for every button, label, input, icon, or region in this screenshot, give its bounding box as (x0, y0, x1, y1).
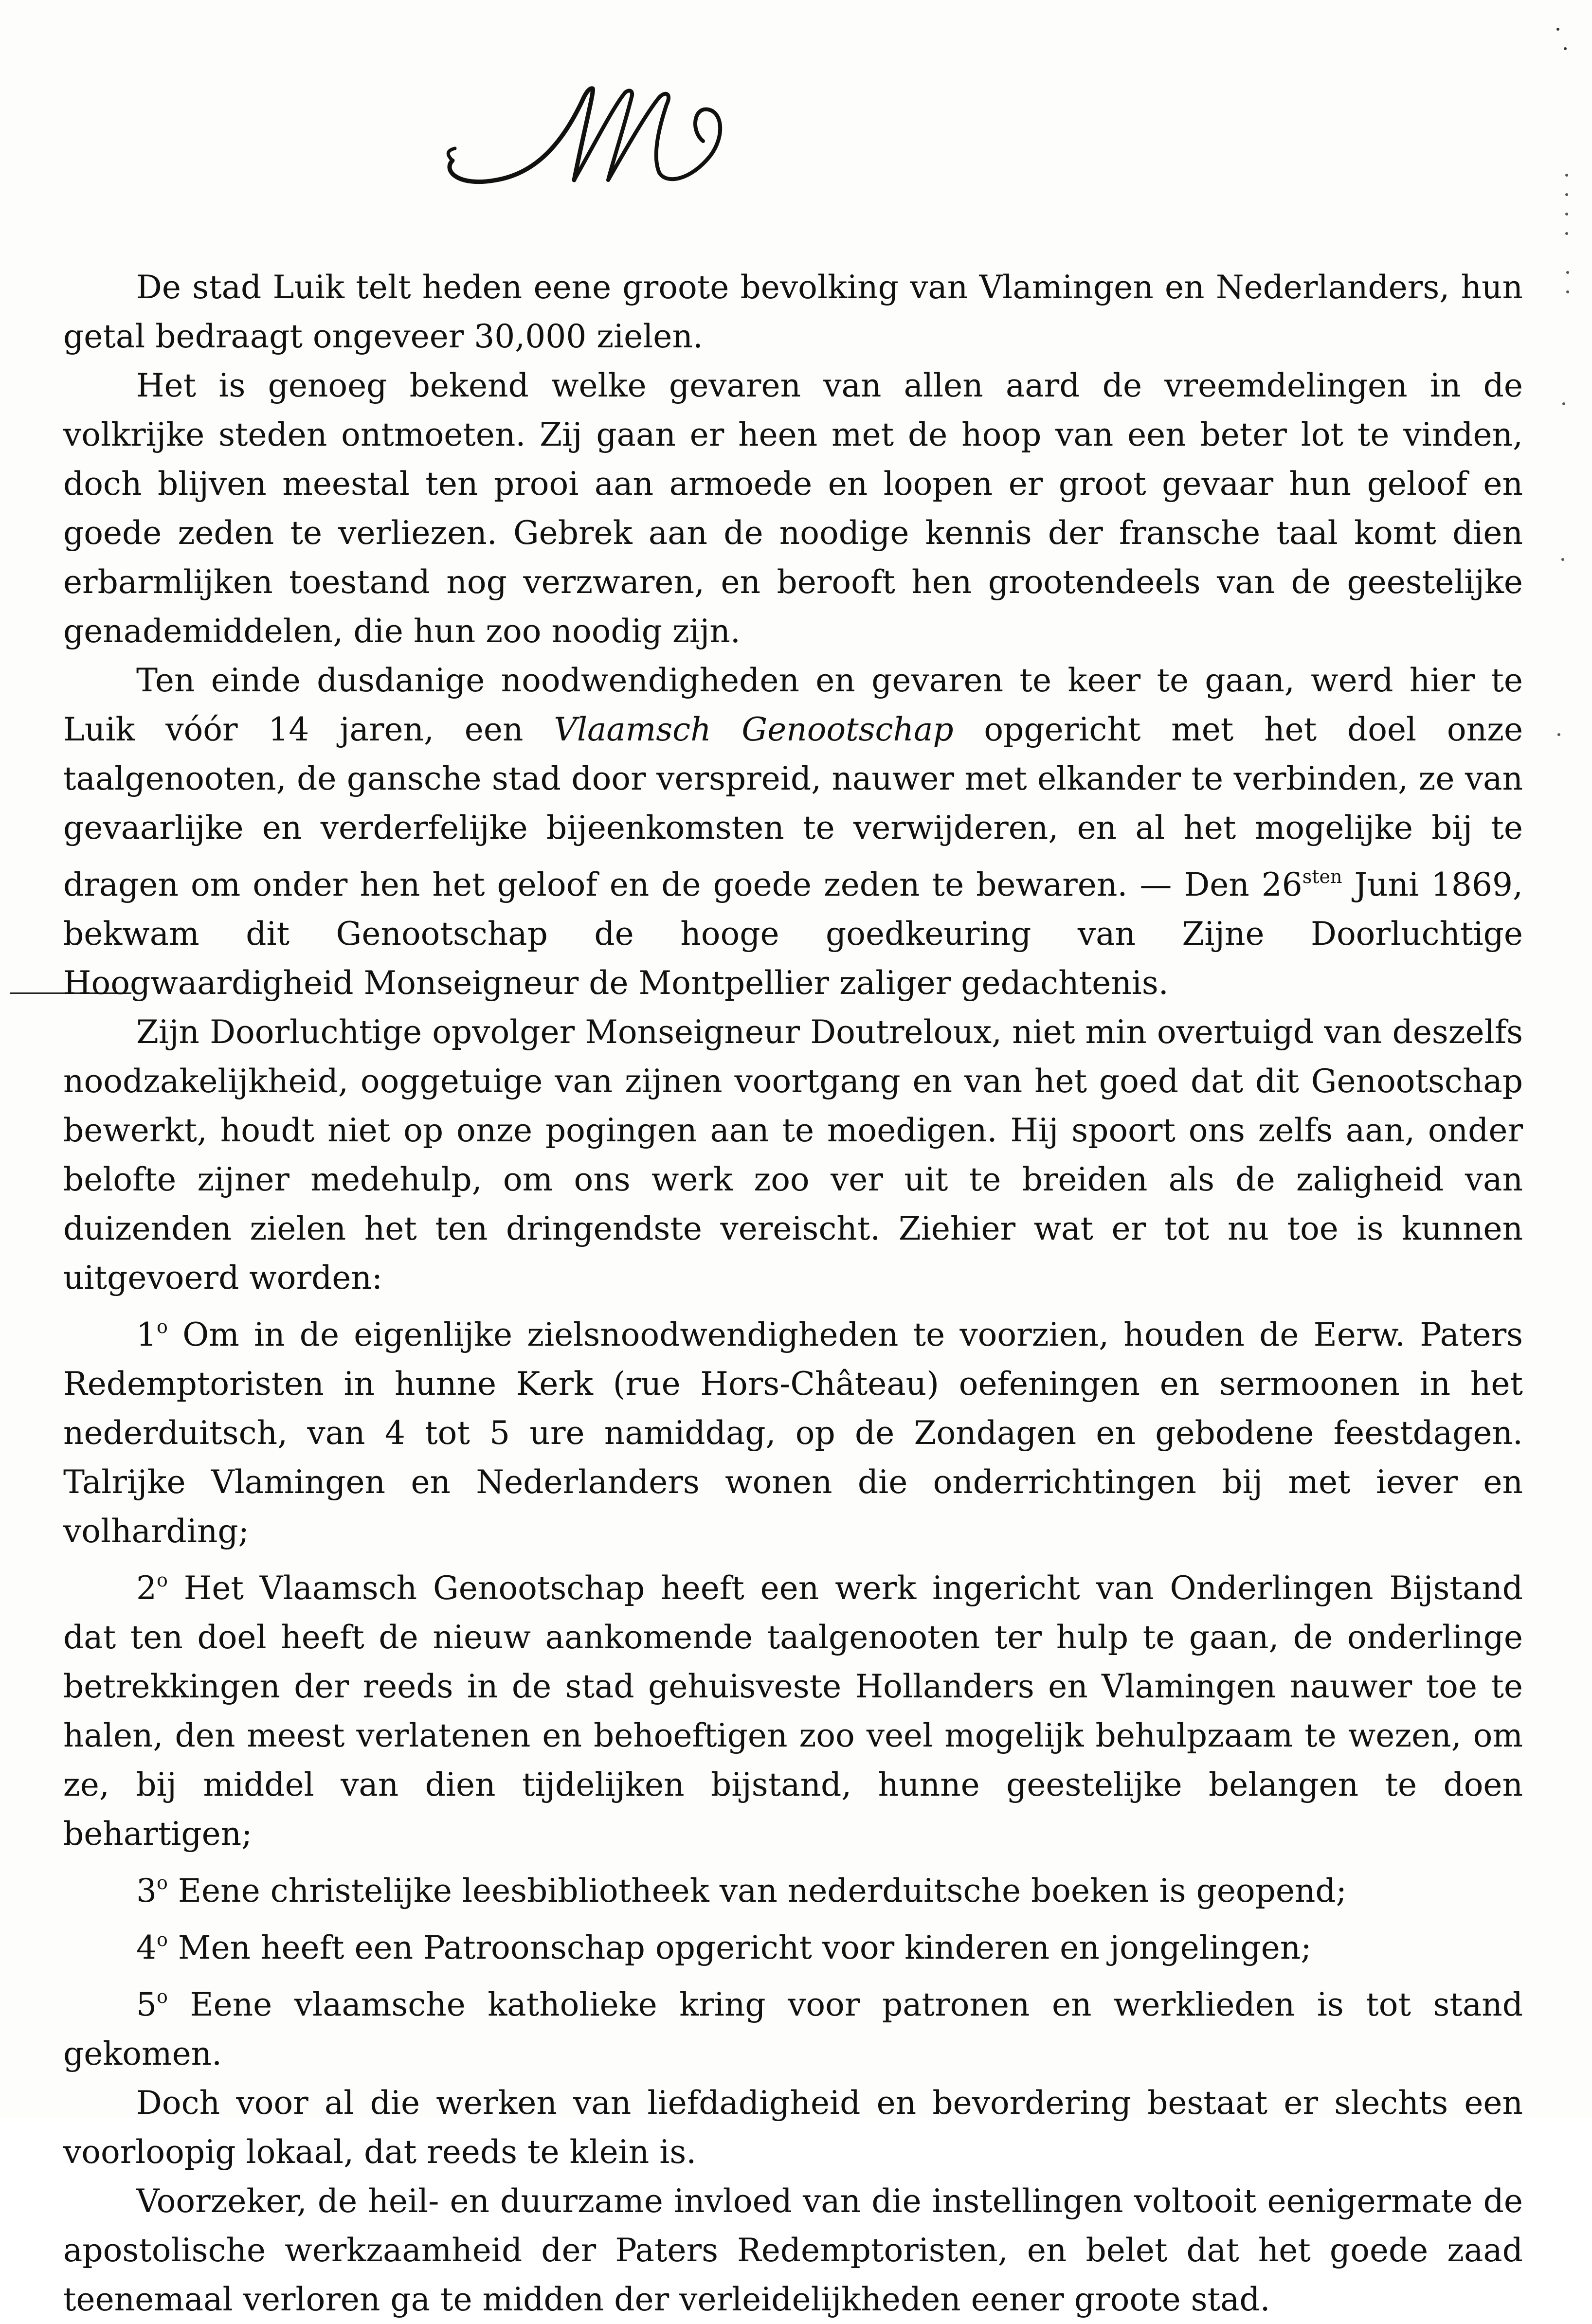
paragraph-p10 (63, 2078, 1523, 2177)
text-segment: 1 (136, 1316, 157, 1353)
text-segment: o (157, 1986, 168, 2007)
text-segment: 5 (136, 1986, 157, 2023)
paragraph-p8 (63, 1915, 1523, 1972)
text-segment: 2 (136, 1569, 157, 1607)
margin-specks (1553, 19, 1573, 749)
text-segment: Juni 1869, bekwam dit Genootschap de hooge goedkeuring van Zijne Doorluchtige Hoogwaardigheid Monseigneur de Montpellier zaliger gedachtenis. (63, 866, 1523, 1002)
text-segment: Eene vlaamsche katholieke kring voor patronen en werklieden is tot stand gekomen. (63, 1986, 1523, 2072)
handwritten-m-icon (438, 58, 740, 204)
paragraph-p2 (63, 361, 1523, 656)
text-segment: o (157, 1316, 168, 1337)
text-segment: De stad Luik telt heden eene groote bevolking van Vlamingen en Nederlanders, hun getal bedraagt ongeveer 30,000 zielen. (63, 269, 1523, 355)
text-segment: opgericht met het doel onze taalgenooten, de gansche stad door verspreid, nauwer met elkander te verbinden, ze van gevaarlijke en verderfelijke bijeenkomsten te verwijderen, en al het mogelijke bij te dragen om onder hen het geloof en de goede zeden te bewaren. — Den 26 (63, 711, 1523, 903)
paragraph-p5 (63, 1302, 1523, 1556)
salutation-monogram (438, 58, 740, 204)
text-segment: Om in de eigenlijke zielsnoodwendigheden te voorzien, houden de Eerw. Paters Redemptoristen in hunne Kerk (rue Hors-Château) oefeningen en sermoonen in het nederduitsch, van 4 tot 5 ure namiddag, op de Zondagen en gebodene feestdagen. Talrijke Vlamingen en Nederlanders wonen die onderrichtingen bij met iever en volharding; (63, 1316, 1523, 1550)
text-segment: Het Vlaamsch Genootschap heeft een werk ingericht van Onderlingen Bijstand dat ten doel heeft de nieuw aankomende taalgenooten ter hulp te gaan, de onderlinge betrekkingen der reeds in de stad gehuisveste Hollanders en Vlamingen nauwer toe te halen, den meest verlatenen en behoeftigen zoo veel mogelijk behulpzaam te wezen, om ze, bij middel van dien tijdelijken bijstand, hunne geestelijke belangen te doen behartigen; (63, 1569, 1523, 1853)
text-segment: 3 (136, 1872, 157, 1910)
paragraph-p11 (63, 2177, 1523, 2324)
text-segment: 4 (136, 1929, 157, 1966)
text-segment: Vlaamsch Genootschap (554, 711, 954, 748)
paragraph-p3 (63, 656, 1523, 1008)
letter-body (63, 263, 1523, 2324)
text-segment: o (157, 1929, 168, 1950)
text-segment: Het is genoeg bekend welke gevaren van allen aard de vreemdelingen in de volkrijke steden ontmoeten. Zij gaan er heen met de hoop van een beter lot te vinden, doch blijven meestal ten prooi aan armoede en loopen er groot gevaar hun geloof en goede zeden te verliezen. Gebrek aan de noodige kennis der fransche taal komt dien erbarmlijken toestand nog verzwaren, en berooft hen grootendeels van de geestelijke genademiddelen, die hun zoo noodig zijn. (63, 367, 1523, 650)
text-segment: Eene christelijke leesbibliotheek van nederduitsche boeken is geopend; (167, 1872, 1347, 1910)
text-segment: sten (1302, 866, 1342, 887)
text-segment: Men heeft een Patroonschap opgericht voor kinderen en jongelingen; (167, 1929, 1312, 1966)
text-segment: Voorzeker, de heil- en duurzame invloed van die instellingen voltooit eenigermate de apostolische werkzaamheid der Paters Redemptoristen, en belet dat het goede zaad teenemaal verloren ga te midden der verleidelijkheden eener groote stad. (63, 2182, 1523, 2318)
text-segment: o (157, 1872, 168, 1893)
paragraph-p1 (63, 263, 1523, 361)
paragraph-p6 (63, 1556, 1523, 1858)
paragraph-p4 (63, 1008, 1523, 1302)
paragraph-p7 (63, 1858, 1523, 1915)
text-segment: Ten einde dusdanige noodwendigheden en gevaren te keer te gaan, werd hier te Luik vóór 14 jaren, een (63, 662, 1523, 748)
text-segment: Zijn Doorluchtige opvolger Monseigneur Doutreloux, niet min overtuigd van deszelfs noodzakelijkheid, ooggetuige van zijnen voortgang en van het goed dat dit Genootschap bewerkt, houdt niet op onze pogingen aan te moedigen. Hij spoort ons zelfs aan, onder belofte zijner medehulp, om ons werk zoo ver uit te breiden als de zaligheid van duizenden zielen het ten dringendste vereischt. Ziehier wat er tot nu toe is kunnen uitgevoerd worden: (63, 1013, 1523, 1297)
paragraph-p9 (63, 1972, 1523, 2078)
text-segment: Doch voor al die werken van liefdadigheid en bevordering bestaat er slechts een voorloopig lokaal, dat reeds te klein is. (63, 2084, 1523, 2171)
text-segment: o (157, 1569, 168, 1591)
